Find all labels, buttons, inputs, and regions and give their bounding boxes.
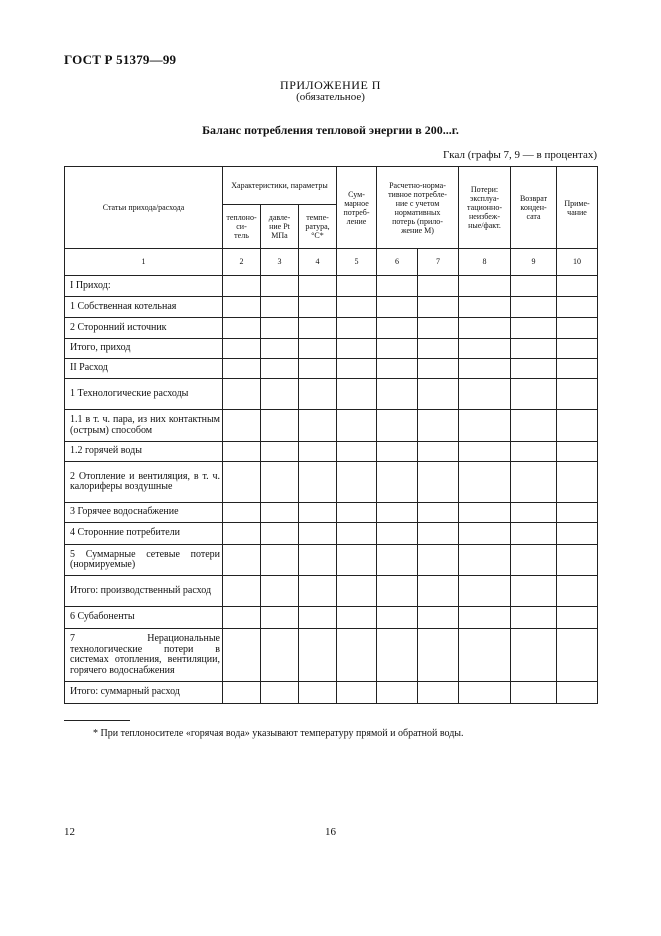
value-cell	[511, 607, 557, 629]
value-cell	[418, 462, 459, 503]
value-cell	[261, 276, 299, 297]
value-cell	[557, 503, 598, 523]
value-cell	[261, 462, 299, 503]
value-cell	[223, 629, 261, 682]
value-cell	[557, 297, 598, 318]
value-cell	[261, 545, 299, 576]
row-label: 1.1 в т. ч. пара, из них контактным (острым) способом	[65, 410, 223, 442]
value-cell	[337, 523, 377, 545]
value-cell	[261, 607, 299, 629]
row-label: 3 Горячее водоснабжение	[65, 503, 223, 523]
value-cell	[337, 576, 377, 607]
value-cell	[261, 359, 299, 379]
value-cell	[299, 545, 337, 576]
header-total-consumption: Сум- марное потреб- ление	[337, 167, 377, 249]
value-cell	[223, 276, 261, 297]
page-number-center: 16	[325, 826, 336, 838]
row-label: 1.2 горячей воды	[65, 442, 223, 462]
value-cell	[459, 297, 511, 318]
value-cell	[377, 297, 418, 318]
row-label: 7 Нерациональные технологические потери в системах отопления, вентиляции, горячего водоснабжения	[65, 629, 223, 682]
value-cell	[377, 607, 418, 629]
value-cell	[557, 276, 598, 297]
value-cell	[557, 523, 598, 545]
value-cell	[261, 682, 299, 704]
column-number: 9	[511, 249, 557, 276]
document-title: Баланс потребления тепловой энергии в 200...г.	[202, 123, 459, 137]
value-cell	[337, 297, 377, 318]
value-cell	[418, 682, 459, 704]
value-cell	[223, 462, 261, 503]
value-cell	[299, 503, 337, 523]
value-cell	[557, 339, 598, 359]
value-cell	[511, 629, 557, 682]
value-cell	[223, 339, 261, 359]
value-cell	[337, 442, 377, 462]
column-number: 10	[557, 249, 598, 276]
value-cell	[299, 576, 337, 607]
value-cell	[261, 629, 299, 682]
value-cell	[299, 379, 337, 410]
header-losses: Потери: эксплуа- тационно- неизбеж- ные/факт.	[459, 167, 511, 249]
row-label: II Расход	[65, 359, 223, 379]
row-label: 1 Собственная котельная	[65, 297, 223, 318]
header-carrier: теплоно- си- тель	[223, 205, 261, 249]
value-cell	[261, 318, 299, 339]
balance-table	[64, 166, 598, 704]
value-cell	[511, 297, 557, 318]
value-cell	[377, 442, 418, 462]
value-cell	[299, 629, 337, 682]
column-number: 6	[377, 249, 418, 276]
value-cell	[557, 410, 598, 442]
value-cell	[299, 682, 337, 704]
value-cell	[337, 318, 377, 339]
value-cell	[223, 379, 261, 410]
value-cell	[299, 410, 337, 442]
footnote-separator	[64, 720, 130, 721]
value-cell	[557, 359, 598, 379]
value-cell	[511, 442, 557, 462]
value-cell	[337, 682, 377, 704]
row-label: 2 Отопление и вентиляция, в т. ч. калориферы воздушные	[65, 462, 223, 503]
value-cell	[418, 339, 459, 359]
value-cell	[223, 410, 261, 442]
value-cell	[299, 442, 337, 462]
value-cell	[223, 545, 261, 576]
row-label: 1 Технологические расходы	[65, 379, 223, 410]
standard-header: ГОСТ Р 51379—99	[64, 52, 177, 67]
value-cell	[337, 545, 377, 576]
header-characteristics: Характеристики, параметры	[223, 167, 337, 205]
value-cell	[459, 545, 511, 576]
column-number: 7	[418, 249, 459, 276]
value-cell	[557, 629, 598, 682]
value-cell	[511, 503, 557, 523]
value-cell	[337, 462, 377, 503]
column-number: 8	[459, 249, 511, 276]
row-label: 2 Сторонний источник	[65, 318, 223, 339]
value-cell	[459, 276, 511, 297]
value-cell	[511, 339, 557, 359]
value-cell	[511, 318, 557, 339]
value-cell	[337, 276, 377, 297]
value-cell	[223, 297, 261, 318]
header-items: Статьи прихода/расхода	[65, 167, 223, 249]
value-cell	[377, 462, 418, 503]
value-cell	[337, 503, 377, 523]
value-cell	[459, 576, 511, 607]
value-cell	[418, 503, 459, 523]
value-cell	[261, 410, 299, 442]
value-cell	[557, 682, 598, 704]
value-cell	[223, 523, 261, 545]
value-cell	[557, 545, 598, 576]
value-cell	[377, 523, 418, 545]
footnote: * При теплоносителе «горячая вода» указывают температуру прямой и обратной воды.	[93, 728, 464, 739]
value-cell	[377, 545, 418, 576]
row-label: 4 Сторонние потребители	[65, 523, 223, 545]
value-cell	[557, 318, 598, 339]
value-cell	[337, 379, 377, 410]
value-cell	[418, 576, 459, 607]
value-cell	[299, 359, 337, 379]
value-cell	[223, 442, 261, 462]
column-number: 5	[337, 249, 377, 276]
value-cell	[459, 607, 511, 629]
value-cell	[299, 276, 337, 297]
value-cell	[557, 462, 598, 503]
value-cell	[299, 339, 337, 359]
value-cell	[418, 442, 459, 462]
value-cell	[511, 276, 557, 297]
value-cell	[337, 410, 377, 442]
value-cell	[377, 410, 418, 442]
row-label: I Приход:	[65, 276, 223, 297]
value-cell	[337, 629, 377, 682]
value-cell	[377, 359, 418, 379]
value-cell	[223, 576, 261, 607]
header-condensate: Возврат конден- сата	[511, 167, 557, 249]
value-cell	[377, 682, 418, 704]
value-cell	[261, 442, 299, 462]
appendix-title: ПРИЛОЖЕНИЕ П	[280, 78, 381, 92]
value-cell	[418, 276, 459, 297]
value-cell	[223, 503, 261, 523]
value-cell	[299, 462, 337, 503]
value-cell	[418, 359, 459, 379]
column-number: 2	[223, 249, 261, 276]
value-cell	[377, 339, 418, 359]
value-cell	[511, 462, 557, 503]
value-cell	[418, 523, 459, 545]
value-cell	[459, 462, 511, 503]
row-label: Итого, приход	[65, 339, 223, 359]
value-cell	[418, 545, 459, 576]
value-cell	[459, 410, 511, 442]
value-cell	[557, 442, 598, 462]
value-cell	[459, 503, 511, 523]
value-cell	[377, 629, 418, 682]
header-normative: Расчетно-норма- тивное потребле- ние с учетом нормативных потерь (прило- жение М)	[377, 167, 459, 249]
value-cell	[299, 607, 337, 629]
value-cell	[459, 379, 511, 410]
value-cell	[223, 607, 261, 629]
value-cell	[337, 607, 377, 629]
value-cell	[261, 503, 299, 523]
page-number-left: 12	[64, 826, 75, 838]
value-cell	[377, 503, 418, 523]
header-notes: Приме- чание	[557, 167, 598, 249]
value-cell	[418, 607, 459, 629]
value-cell	[418, 629, 459, 682]
row-label: Итого: суммарный расход	[65, 682, 223, 704]
value-cell	[511, 410, 557, 442]
units-note: Гкал (графы 7, 9 — в процентах)	[442, 149, 597, 161]
value-cell	[377, 576, 418, 607]
header-temperature: темпе- ратура, °С*	[299, 205, 337, 249]
appendix-subtitle: (обязательное)	[296, 91, 365, 103]
value-cell	[299, 523, 337, 545]
value-cell	[511, 576, 557, 607]
value-cell	[511, 359, 557, 379]
column-number: 4	[299, 249, 337, 276]
row-label: 6 Субабоненты	[65, 607, 223, 629]
value-cell	[261, 297, 299, 318]
value-cell	[337, 339, 377, 359]
value-cell	[377, 379, 418, 410]
row-label: 5 Суммарные сетевые потери (нормируемые)	[65, 545, 223, 576]
column-number: 3	[261, 249, 299, 276]
value-cell	[261, 576, 299, 607]
value-cell	[511, 379, 557, 410]
value-cell	[223, 682, 261, 704]
value-cell	[223, 359, 261, 379]
value-cell	[511, 523, 557, 545]
value-cell	[459, 359, 511, 379]
value-cell	[261, 379, 299, 410]
value-cell	[261, 523, 299, 545]
value-cell	[223, 318, 261, 339]
value-cell	[377, 318, 418, 339]
value-cell	[459, 318, 511, 339]
value-cell	[418, 379, 459, 410]
row-label: Итого: производственный расход	[65, 576, 223, 607]
value-cell	[337, 359, 377, 379]
value-cell	[511, 545, 557, 576]
value-cell	[459, 339, 511, 359]
value-cell	[261, 339, 299, 359]
value-cell	[418, 410, 459, 442]
value-cell	[557, 379, 598, 410]
value-cell	[299, 318, 337, 339]
value-cell	[418, 297, 459, 318]
value-cell	[459, 523, 511, 545]
value-cell	[418, 318, 459, 339]
value-cell	[459, 442, 511, 462]
value-cell	[557, 576, 598, 607]
value-cell	[459, 682, 511, 704]
column-number: 1	[65, 249, 223, 276]
value-cell	[459, 629, 511, 682]
value-cell	[557, 607, 598, 629]
header-pressure: давле- ние Pt МПа	[261, 205, 299, 249]
value-cell	[511, 682, 557, 704]
value-cell	[299, 297, 337, 318]
value-cell	[377, 276, 418, 297]
